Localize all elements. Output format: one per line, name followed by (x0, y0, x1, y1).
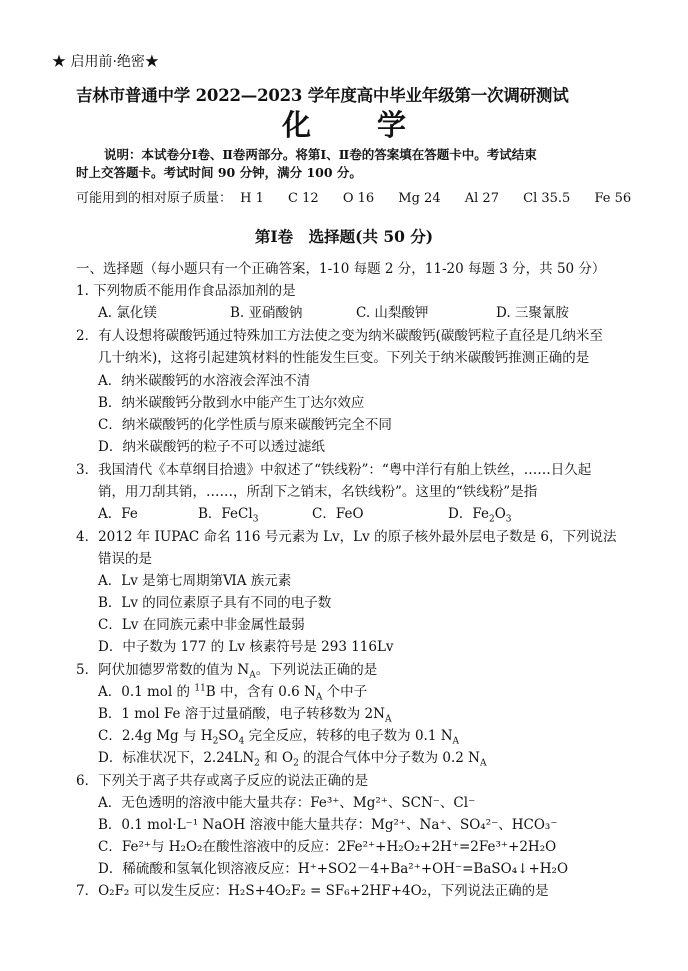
q3-option-b-text: B．FeCl (198, 506, 253, 522)
question-1-stem: 1. 下列物质不能用作食品添加剂的是 (76, 283, 296, 299)
atomic-mass-al: Al 27 (464, 191, 499, 206)
q5-d-sub3: A (479, 758, 487, 769)
q5-option-a (98, 683, 367, 701)
question-4-stem-line-2: 错误的是 (98, 551, 152, 567)
q1-option-b: B. 亚硝酸钠 (230, 305, 303, 321)
q1-option-d: D. 三聚氰胺 (496, 305, 569, 321)
q3-option-a: A．Fe (98, 506, 138, 522)
part-1-title: 第Ⅰ卷 选择题(共 50 分) (254, 227, 434, 246)
section-1-instructions: 一、选择题（每小题只有一个正确答案，1-10 每题 2 分，11-20 每题 3 分，共 50 分） (76, 261, 606, 277)
q5-option-c (98, 727, 459, 745)
question-6-stem: 6．下列关于离子共存或离子反应的说法正确的是 (76, 773, 369, 789)
q1-option-c: C. 山梨酸钾 (356, 305, 429, 321)
atomic-mass-c: C 12 (288, 191, 319, 206)
atomic-mass-cl: Cl 35.5 (523, 191, 571, 206)
q3-option-d-sub2: 3 (505, 514, 512, 525)
q5-c-sub1: 2 (212, 736, 219, 747)
q5-b-sub: A (384, 714, 392, 725)
q6-option-a: A．无色透明的溶液中能大量共存：Fe³⁺、Mg²⁺、SCN⁻、Cl⁻ (98, 795, 476, 811)
q3-option-d-text: D．Fe (448, 506, 489, 522)
atomic-mass-line (76, 190, 635, 208)
question-3-stem-line-2: 销，用刀刮其销，……，所刮下之销末，名铁线粉”。这里的“铁线粉”是指 (98, 484, 538, 500)
q4-option-b: B．Lv 的同位素原子具有不同的电子数 (98, 595, 332, 611)
question-7-stem: 7．O₂F₂ 可以发生反应：H₂S+4O₂F₂ = SF₆+2HF+4O₂，下列说法正确的是 (76, 883, 549, 899)
q5-stem-sub: A (249, 670, 256, 681)
exam-title: 吉林市普通中学 2022—2023 学年度高中毕业年级第一次调研测试 (76, 86, 569, 105)
q3-option-b-sub: 3 (252, 514, 259, 525)
q5-d-part3: 的混合气体中分子数为 0.2 N (298, 750, 480, 766)
q2-option-a: A．纳米碳酸钙的水溶液会浑浊不清 (98, 373, 311, 389)
q5-option-b (98, 705, 391, 723)
q5-d-sub1: 2 (254, 758, 260, 769)
atomic-mass-label: 可能用到的相对原子质量： (76, 191, 233, 206)
q2-option-b: B．纳米碳酸钙分散到水中能产生丁达尔效应 (98, 395, 365, 411)
q5-c-sub3: A (452, 736, 460, 747)
question-3-stem-line-1: 3．我国清代《本草纲目拾遗》中叙述了“铁线粉”：“粤中洋行有舶上铁丝，……日久起 (76, 462, 592, 478)
atomic-mass-fe: Fe 56 (594, 191, 632, 206)
q5-c-part1: C．2.4g Mg 与 H (98, 728, 213, 744)
q5-a-part2: B 中，含有 0.6 N (205, 684, 316, 700)
q5-option-d (98, 749, 486, 767)
q2-option-c: C．纳米碳酸钙的化学性质与原来碳酸钙完全不同 (98, 417, 392, 433)
question-2-stem-line-1: 2．有人设想将碳酸钙通过特殊加工方法使之变为纳米碳酸钙(碳酸钙粒子直径是几纳米至 (76, 328, 603, 344)
q3-option-c: C．FeO (312, 506, 364, 522)
exam-note-line-1: 说明：本试卷分Ⅰ卷、Ⅱ卷两部分。将第Ⅰ、Ⅱ卷的答案填在答题卡中。考试结束 (104, 147, 537, 162)
q5-d-part2: 和 O (259, 750, 294, 766)
atomic-mass-mg: Mg 24 (398, 191, 441, 206)
q5-d-part1: D．标准状况下，2.24LN (98, 750, 255, 766)
question-5-stem (76, 661, 377, 679)
q5-d-sub2: 2 (293, 758, 299, 769)
q3-option-d: D．$Fe_2O_3$ (448, 506, 512, 525)
q4-option-a: A．Lv 是第七周期第ⅥA 族元素 (98, 573, 292, 589)
atomic-mass-o: O 16 (342, 191, 375, 206)
q4-option-d: D．中子数为 177 的 Lv 核素符号是 293 116Lv (98, 639, 394, 655)
confidential-mark: ★ 启用前·绝密★ (52, 54, 159, 70)
q3-option-d-sub1: 2 (488, 514, 495, 525)
subject-title: 化 学 (281, 108, 435, 142)
q6-option-d: D．稀硫酸和氢氧化钡溶液反应：H⁺+SO2－4+Ba²⁺+OH⁻=BaSO₄↓+H₂O (98, 861, 569, 877)
q5-stem-text: 5．阿伏加德罗常数的值为 N (76, 662, 250, 678)
q6-option-b: B．0.1 mol·L⁻¹ NaOH 溶液中能大量共存：Mg²⁺、Na⁺、SO₄²⁻、HCO₃⁻ (98, 817, 558, 833)
question-2-stem-line-2: 几十纳米)，这将引起建筑材料的性能发生巨变。下列关于纳米碳酸钙推测正确的是 (98, 350, 590, 366)
q1-option-a: A. 氯化镁 (98, 305, 157, 321)
q5-a-part1: A．0.1 mol 的 (98, 684, 195, 700)
q6-option-c: C．Fe²⁺与 H₂O₂在酸性溶液中的反应：2Fe²⁺+H₂O₂+2H⁺=2Fe³⁺+2H₂O (98, 839, 557, 855)
q5-a-sup: 11 (194, 683, 206, 694)
q5-b-part1: B．1 mol Fe 溶于过量硝酸，电子转移数为 2N (98, 706, 385, 722)
q5-a-part3: 个中子 (322, 684, 368, 700)
atomic-mass-h: H 1 (240, 191, 264, 206)
q5-stem-tail: 。下列说法正确的是 (255, 662, 378, 678)
q3-option-b (198, 505, 258, 523)
exam-note-line-2: 时上交答题卡。考试时间 90 分钟，满分 100 分。 (76, 165, 362, 180)
q4-option-c: C．Lv 在同族元素中非金属性最弱 (98, 617, 305, 633)
q5-c-sub2: 4 (238, 736, 245, 747)
q5-c-part3: 完全反应，转移的电子数为 0.1 N (244, 728, 453, 744)
question-4-stem-line-1: 4．2012 年 IUPAC 命名 116 号元素为 Lv，Lv 的原子核外最外层电子数是 6，下列说法 (76, 529, 617, 545)
q2-option-d: D．纳米碳酸钙的粒子不可以透过滤纸 (98, 439, 325, 455)
q5-a-sub: A (315, 692, 323, 703)
q5-c-part2: SO (218, 728, 239, 744)
